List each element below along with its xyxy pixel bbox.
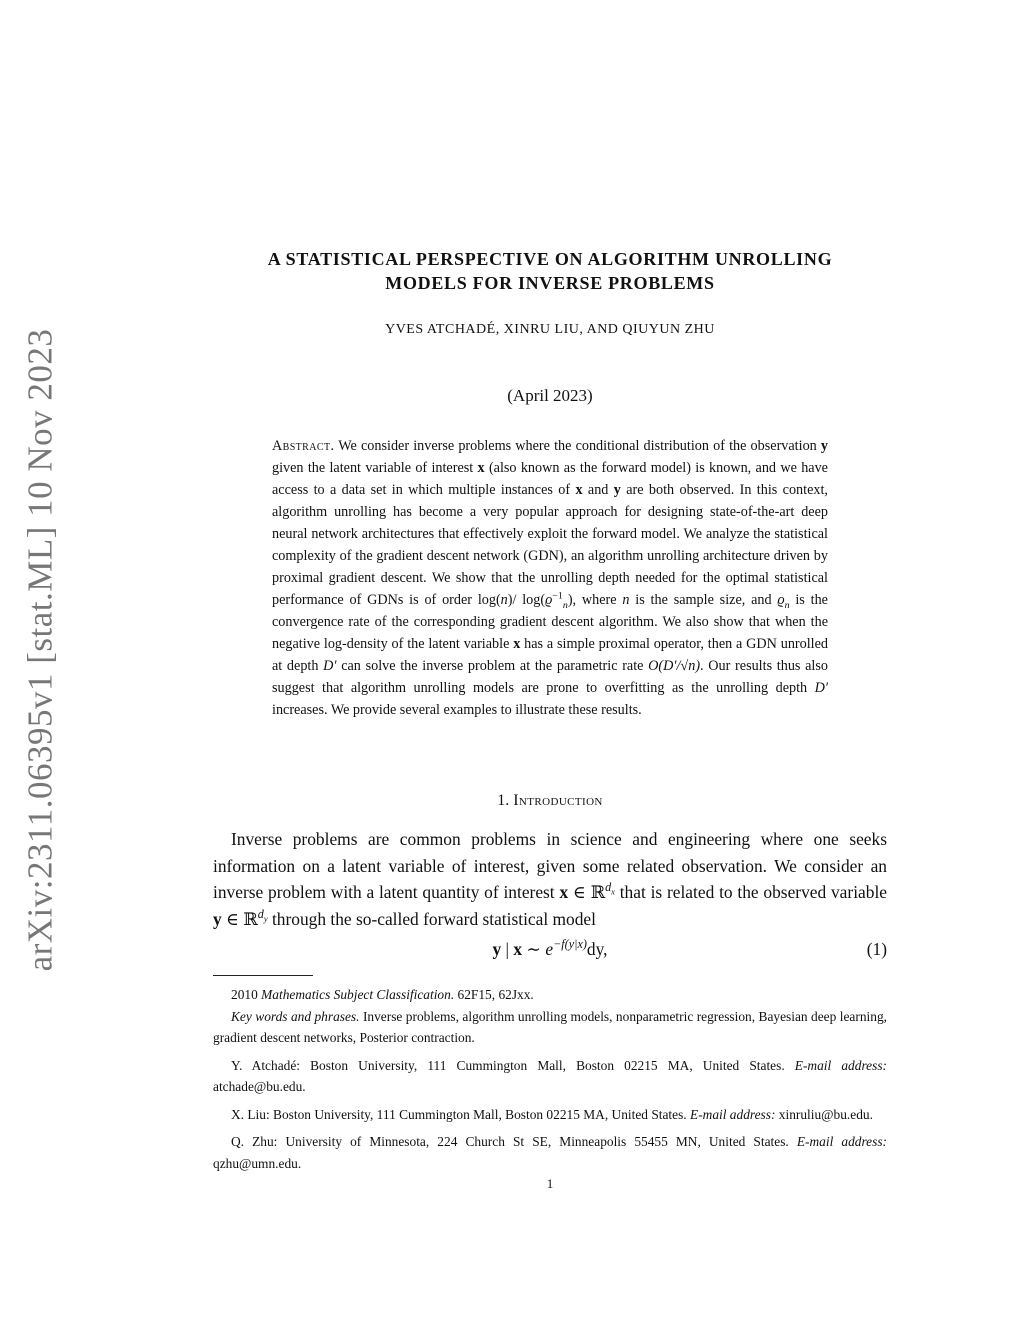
math-subscript: n xyxy=(784,599,790,611)
math-y: y xyxy=(213,908,222,929)
math-in-reals: ∈ ℝ xyxy=(221,908,258,929)
math-y: y xyxy=(613,482,621,498)
math-depth: D′ xyxy=(814,680,828,696)
math-e: e xyxy=(545,939,554,959)
abstract-text: . Our results thus also suggest that algorithm unrolling models are prone to overfitting as the unrolling depth xyxy=(272,658,828,696)
section-heading xyxy=(200,792,900,810)
math-n: n xyxy=(500,592,508,608)
math-rho: ϱ xyxy=(777,592,785,608)
abstract-text: has a simple proximal operator, then a GDN unrolled at depth xyxy=(272,636,829,674)
math-subscript: y xyxy=(263,913,268,924)
math-x: x xyxy=(477,460,485,476)
abstract-text: increases. We provide several examples to illustrate these results. xyxy=(272,702,642,718)
msc-year: 2010 xyxy=(231,987,262,1002)
equation-number: (1) xyxy=(866,939,887,959)
math-dim: d xyxy=(605,880,612,895)
math-n: n xyxy=(622,592,630,608)
email-address: qzhu@umn.edu. xyxy=(213,1155,302,1171)
abstract-text: We consider inverse problems where the conditional distribution of the observation xyxy=(334,438,821,454)
abstract-label: Abstract. xyxy=(272,438,335,454)
math-given: | xyxy=(501,939,514,959)
math-rho: ϱ xyxy=(545,592,553,608)
math-rate: O(D′/√n) xyxy=(648,658,701,674)
abstract xyxy=(272,435,828,721)
abstract-text: (also known as the forward model) is known, and we have access to a data set in which multiple instances of xyxy=(272,460,828,498)
math-exponent: −f(y|x) xyxy=(553,937,587,952)
equation-1 xyxy=(213,939,887,960)
abstract-text: given the latent variable of interest xyxy=(272,460,478,476)
math-x: x xyxy=(513,939,523,959)
footnote-affiliation-2 xyxy=(213,1104,887,1126)
abstract-text: is the sample size, and xyxy=(629,592,778,608)
affiliation-text: Y. Atchadé: Boston University, 111 Cummington Mall, Boston 02215 MA, United States. xyxy=(231,1057,795,1073)
math-y: y xyxy=(820,438,828,454)
keywords-label: Key words and phrases. xyxy=(231,1008,360,1024)
math-x: x xyxy=(575,482,583,498)
math-dy: dy, xyxy=(586,939,608,959)
math-x: x xyxy=(559,882,569,902)
email-label: E-mail address: xyxy=(794,1057,887,1073)
intro-text: that is related to the observed variable xyxy=(614,882,887,902)
abstract-text: ), where xyxy=(567,592,623,608)
email-address: xinruliu@bu.edu. xyxy=(775,1106,873,1122)
footnote-affiliation-1 xyxy=(213,1055,887,1098)
intro-text: through the so-called forward statistical model xyxy=(267,908,596,929)
email-label: E-mail address: xyxy=(690,1106,776,1122)
section-title: Introduction xyxy=(513,792,603,809)
footnote-rule xyxy=(213,975,313,976)
abstract-text: is the convergence rate of the corresponding gradient descent algorithm. We also show that when the negative log-density of the latent variable xyxy=(272,592,828,652)
paper-title xyxy=(200,247,900,295)
title-line-1: A STATISTICAL PERSPECTIVE ON ALGORITHM UNROLLING xyxy=(267,249,833,269)
intro-text: Inverse problems are common problems in science and engineering where one seeks information on a latent variable of interest, given some related observation. We consider an inverse problem with a latent quantity of interest xyxy=(213,829,887,902)
email-address: atchade@bu.edu. xyxy=(213,1079,306,1094)
keywords-text: Inverse problems, algorithm unrolling models, nonparametric regression, Bayesian deep learning, gradient descent networks, Posterior contraction. xyxy=(213,1008,887,1045)
page-number: 1 xyxy=(546,1176,554,1191)
math-dim: d xyxy=(257,906,264,921)
arxiv-identifier: arXiv:2311.06395v1 [stat.ML] 10 Nov 2023 xyxy=(20,328,59,972)
math-depth: D′ xyxy=(323,658,337,674)
math-subscript: n xyxy=(562,599,568,611)
abstract-text: can solve the inverse problem at the parametric rate xyxy=(336,658,649,674)
msc-codes: 62F15, 62Jxx. xyxy=(454,987,534,1002)
paper-date: (April 2023) xyxy=(507,386,593,405)
affiliation-text: Q. Zhu: University of Minnesota, 224 Church St SE, Minneapolis 55455 MN, United States. xyxy=(231,1134,797,1149)
intro-paragraph xyxy=(213,826,887,932)
math-superscript: −1 xyxy=(552,590,563,602)
math-sim: ∼ xyxy=(522,939,546,959)
abstract-text: are both observed. In this context, algorithm unrolling has become a very popular approach for designing state-of-the-art deep neural network architectures that effectively exploit the forward model. We analyze the statistical complexity of the gradient descent network (GDN), an algorithm unrolling architecture driven by proximal gradient descent. We show that the unrolling depth needed for the optimal statistical performance of GDNs is of order log( xyxy=(272,482,828,608)
math-in-reals: ∈ ℝ xyxy=(568,882,606,902)
abstract-text: and xyxy=(582,482,614,498)
email-label: E-mail address: xyxy=(796,1134,887,1149)
footnote-keywords xyxy=(213,1006,887,1049)
title-line-2: MODELS FOR INVERSE PROBLEMS xyxy=(385,273,715,293)
msc-label: Mathematics Subject Classification. xyxy=(261,987,455,1002)
arxiv-sidebar xyxy=(20,328,60,972)
footnote-affiliation-3 xyxy=(213,1131,887,1174)
footnote-msc xyxy=(213,984,887,1006)
math-x: x xyxy=(513,636,521,652)
footnotes xyxy=(213,984,887,1174)
author-list: YVES ATCHADÉ, XINRU LIU, AND QIUYUN ZHU xyxy=(385,322,715,337)
equation-body xyxy=(213,939,887,960)
math-y: y xyxy=(492,939,502,959)
abstract-text: )/ log( xyxy=(507,592,546,608)
section-number: 1. xyxy=(497,792,510,809)
affiliation-text: X. Liu: Boston University, 111 Cummington Mall, Boston 02215 MA, United States. xyxy=(231,1106,691,1122)
math-subscript: x xyxy=(611,886,615,897)
